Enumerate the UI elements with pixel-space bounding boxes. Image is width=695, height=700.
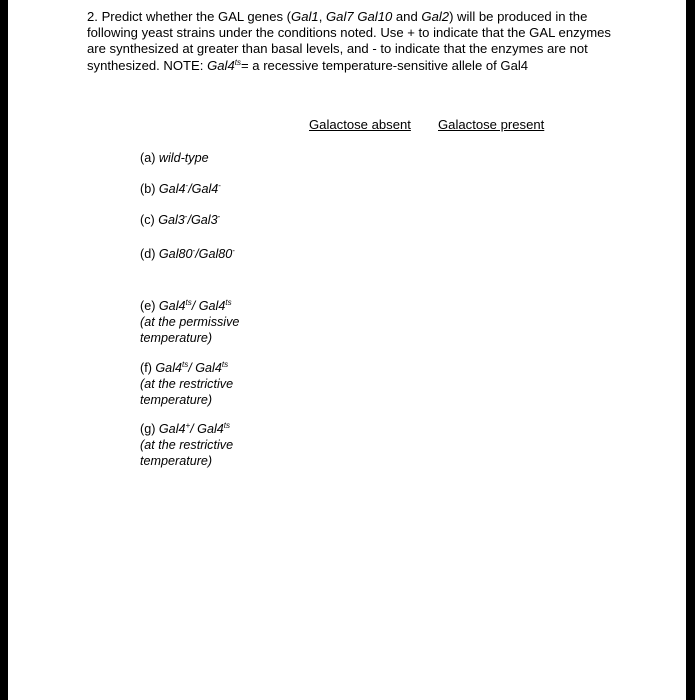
strain-item-e: (e) $Gal4^{ts}/$ $Gal4^{ts}$ (at the permissive temperature) [140, 298, 240, 345]
question-text: 2. Predict whether the GAL genes (Gal1, Gal7 Gal10 and Gal2) will be produced in the following yeast strains under the conditions noted. Use + to indicate that the GAL enzymes are synthesized at greater than basal levels, and - to indicate that the enzymes are not synthesized. NOTE: $Gal4^{ts}= a$ recessive temperature-sensitive allele of Gal4 [87, 9, 611, 73]
gene-gal10: Gal10 [357, 9, 393, 24]
note-gene: Gal4 [207, 57, 235, 73]
gene-gal1: Gal1 [291, 9, 319, 24]
header-galactose-absent: Galactose absent [309, 117, 411, 132]
gene-gal7: Gal7 [326, 9, 354, 24]
strain-item-g: (g) Gal4+/ $Gal4^{ts}$ (at the restrictive temperature) [140, 421, 234, 468]
strain-item-b: (b) Gal4-/Gal4- [140, 181, 221, 196]
header-galactose-present: Galactose present [438, 117, 545, 132]
strain-item-a: (a) wild-type [140, 151, 209, 165]
strain-item-c: (c) Gal3-/Gal3- [140, 212, 221, 227]
strain-item-d: (d) Gal80-/Gal80- [140, 246, 235, 261]
gene-gal2: Gal2 [421, 9, 450, 24]
document-page [8, 0, 686, 700]
question-number: 2. [87, 9, 98, 24]
strain-item-f: (f) $Gal4^{ts}/$ $Gal4^{ts}$ (at the restrictive temperature) [140, 360, 234, 407]
